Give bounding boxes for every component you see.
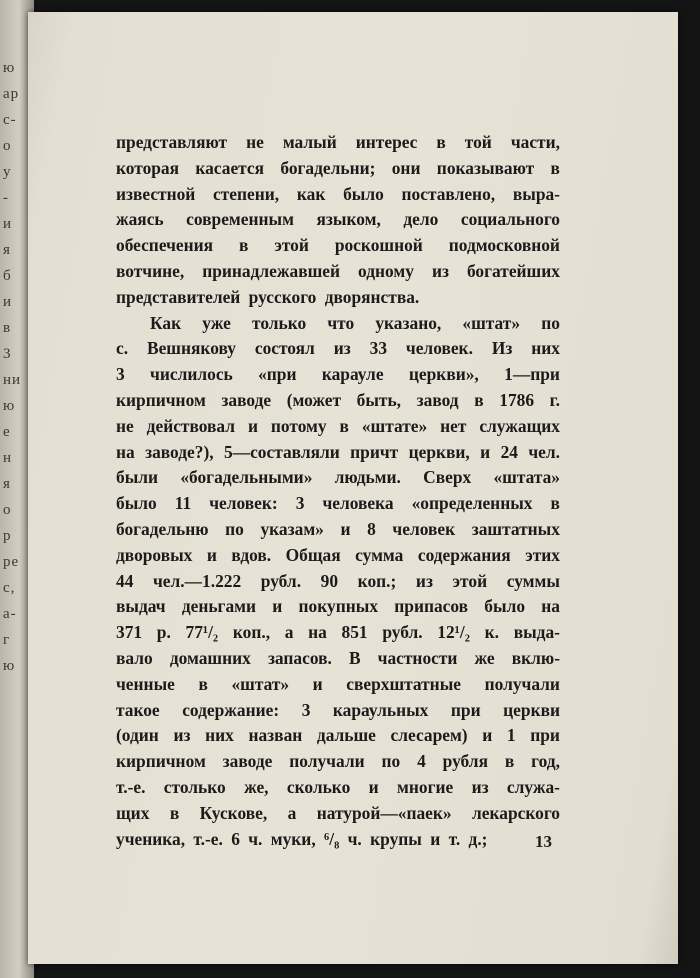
word: чел.	[528, 441, 560, 462]
word: они	[391, 157, 421, 178]
word: вотчине,	[116, 260, 185, 281]
word: них	[531, 338, 560, 359]
text-line	[116, 336, 560, 362]
word: завод	[416, 389, 459, 410]
word: принадлежавшей	[202, 260, 341, 281]
text-line	[116, 182, 560, 208]
word: жаясь	[116, 209, 164, 230]
word: «штат»	[462, 312, 521, 333]
word: Сверх	[423, 467, 472, 488]
word: по	[381, 751, 401, 772]
word: людьми.	[334, 467, 401, 488]
word: запасов.	[267, 647, 332, 668]
word: «определенных	[411, 493, 533, 514]
word: причт	[350, 441, 399, 462]
word: человека	[322, 493, 394, 514]
word: как	[296, 183, 326, 204]
word: потому	[270, 415, 327, 436]
word: вало	[116, 647, 153, 668]
text-line	[116, 672, 560, 698]
word: церкви	[503, 699, 560, 720]
word: из	[471, 776, 489, 797]
word: и	[312, 673, 323, 694]
word: коп.;	[357, 570, 397, 591]
word: и	[206, 544, 217, 565]
word: не	[246, 132, 264, 152]
word: человек	[392, 518, 456, 539]
text-line	[116, 362, 560, 388]
word: церкви,	[408, 441, 470, 462]
word: по	[541, 312, 560, 333]
word: в	[239, 235, 249, 256]
word: в	[339, 415, 349, 436]
word: роскошной	[334, 235, 423, 256]
word: назван	[248, 725, 303, 746]
word: 851	[341, 622, 368, 643]
word: из	[415, 570, 433, 591]
word: из	[333, 338, 351, 359]
word: кирпичном	[116, 389, 206, 410]
word: лекарского	[472, 802, 560, 823]
word: выдач	[116, 596, 166, 617]
word: вклю-	[511, 647, 560, 668]
word: 44	[116, 570, 134, 591]
word: 11	[174, 493, 192, 514]
word: заводе	[221, 389, 272, 410]
word: дело	[403, 209, 439, 230]
word: рубл.	[382, 622, 423, 643]
word: выра-	[512, 183, 560, 204]
word: карауле	[321, 364, 384, 385]
word: припасов	[394, 596, 469, 617]
facing-page-fragment: а-	[3, 606, 17, 622]
word: 1	[506, 725, 516, 746]
word: 3	[295, 493, 305, 514]
word: что	[327, 312, 355, 333]
word: не	[116, 415, 134, 436]
word: 3	[301, 699, 311, 720]
word: них	[205, 725, 234, 746]
facing-page-fragment: и	[3, 294, 13, 310]
facing-page-fragment: я	[3, 242, 11, 258]
word: касается	[195, 157, 265, 178]
word: служа-	[506, 776, 560, 797]
facing-page-fragment: ю	[3, 398, 16, 414]
word: частности	[377, 647, 458, 668]
word: числилось	[150, 364, 233, 385]
word: домашних	[169, 647, 251, 668]
word: быть,	[356, 389, 402, 410]
word: а	[284, 622, 294, 643]
word: заводе?),	[145, 441, 214, 462]
word: представляют	[116, 132, 228, 152]
word: в	[550, 493, 560, 514]
facing-page-fragment: г	[3, 632, 11, 648]
word: и	[340, 518, 351, 539]
word: ченные	[116, 673, 175, 694]
word: Кускове,	[199, 802, 268, 823]
word: Из	[491, 338, 513, 359]
text-line	[116, 388, 560, 414]
word: а	[287, 802, 297, 823]
word: покупных	[298, 596, 379, 617]
word: Вешнякову	[146, 338, 236, 359]
word: социального	[460, 209, 560, 230]
word: «штат»	[231, 673, 290, 694]
word: из	[431, 260, 449, 281]
word: было	[484, 596, 526, 617]
word: 4	[417, 751, 426, 772]
facing-page-fragment: 3	[3, 346, 12, 362]
word: нет	[440, 415, 467, 436]
word: караульных	[332, 699, 429, 720]
text-line	[116, 414, 560, 440]
word: интерес	[355, 132, 418, 152]
text-line	[116, 311, 560, 337]
word: церкви»,	[408, 364, 479, 385]
word: год,	[531, 751, 560, 772]
word: в	[436, 132, 446, 152]
word: г.	[549, 389, 560, 410]
text-line	[116, 491, 560, 517]
word: только	[252, 312, 307, 333]
page-number: 13	[535, 832, 552, 851]
facing-page-fragment: -	[3, 190, 9, 206]
word: натурой—«паек»	[316, 802, 452, 823]
word: в	[474, 389, 484, 410]
facing-page-fragment: е	[3, 424, 11, 440]
word: в	[169, 802, 180, 823]
word: слесарем)	[390, 725, 468, 746]
facing-page-fragment: с,	[3, 580, 16, 596]
facing-page-fragment: я	[3, 476, 11, 492]
word: В	[348, 647, 361, 668]
text-line	[116, 156, 560, 182]
word: с.	[116, 338, 129, 359]
word: на	[308, 622, 327, 643]
book-page	[28, 12, 678, 964]
word: же,	[244, 776, 269, 797]
word: и	[272, 596, 283, 617]
word: выда-	[513, 622, 560, 643]
word: сверхштатные	[346, 673, 461, 694]
word: кирпичном	[116, 751, 206, 772]
text-line	[116, 543, 560, 569]
facing-page-fragment: н	[3, 450, 13, 466]
facing-page-fragment: р	[3, 528, 12, 544]
word: получали	[289, 751, 365, 772]
word: Как	[150, 312, 182, 333]
word: одному	[358, 260, 414, 281]
word: коп.,	[232, 622, 271, 643]
word: при	[530, 725, 560, 746]
text-line: ученика, т.-е. 6 ч. муки, ⁶/₈ ч. крупы и т. д.;	[116, 828, 488, 849]
word: к.	[484, 622, 499, 643]
word: части,	[510, 132, 560, 152]
word: Общая	[285, 544, 341, 565]
word: поставлено,	[401, 183, 496, 204]
word: было	[343, 183, 384, 204]
word: содержания	[417, 544, 511, 565]
word: заштатных	[471, 518, 560, 539]
facing-page-fragment: у	[3, 164, 12, 180]
word: рубля	[442, 751, 488, 772]
text-line	[116, 646, 560, 672]
word: малый	[282, 132, 337, 152]
word: «богадельными»	[180, 467, 313, 488]
word: на	[541, 596, 560, 617]
word: на	[116, 441, 135, 462]
word: современным	[186, 209, 294, 230]
word: этой	[452, 570, 488, 591]
word: богатейших	[466, 260, 560, 281]
word: 8	[367, 518, 376, 539]
word: чел.—1.222	[153, 570, 242, 591]
word: при	[450, 699, 481, 720]
word: действовал	[146, 415, 236, 436]
word: деньгами	[181, 596, 257, 617]
facing-page-fragment: ю	[3, 658, 16, 674]
word: из	[173, 725, 191, 746]
word: в	[198, 673, 208, 694]
text-line	[116, 207, 560, 233]
word: богадельню	[116, 518, 209, 539]
word: в	[504, 751, 515, 772]
word: по	[225, 518, 244, 539]
word: щих	[116, 802, 150, 823]
text-line	[116, 775, 560, 801]
word: дворовых	[116, 544, 193, 565]
word: получали	[484, 673, 560, 694]
word: и	[482, 725, 493, 746]
word: дальше	[316, 725, 376, 746]
word: сколько	[286, 776, 351, 797]
word: сумма	[355, 544, 404, 565]
word: 5—составляли	[223, 441, 340, 462]
facing-page-fragment: с-	[3, 112, 17, 128]
word: обеспечения	[116, 235, 214, 256]
word: 371	[116, 622, 143, 643]
word: подмосковной	[448, 235, 560, 256]
word: такое	[116, 699, 160, 720]
word: заводе	[222, 751, 273, 772]
word: же	[474, 647, 495, 668]
word: столько	[163, 776, 226, 797]
text-line	[116, 130, 560, 156]
word: и	[480, 441, 491, 462]
facing-page-fragment: и	[3, 216, 13, 232]
text-line	[116, 594, 560, 620]
facing-page-fragment: о	[3, 138, 12, 154]
word: и	[247, 415, 258, 436]
word: этих	[525, 544, 560, 565]
facing-page-fragment: б	[3, 268, 12, 284]
facing-page-fragment: ю	[3, 60, 16, 76]
word: было	[116, 493, 157, 514]
text-line	[116, 723, 560, 749]
word: которая	[116, 157, 180, 178]
word: р.	[156, 622, 171, 643]
word: вдов.	[231, 544, 272, 565]
word: содержание:	[182, 699, 280, 720]
word: и	[368, 776, 379, 797]
word: известной	[116, 183, 196, 204]
word: 12¹/₂	[437, 622, 470, 643]
text-line	[116, 233, 560, 259]
facing-page-fragment: ни	[3, 372, 22, 388]
word: 1—при	[504, 364, 560, 385]
word: (может	[286, 389, 342, 410]
word: 24	[500, 441, 518, 462]
facing-page-fragment: ре	[3, 554, 20, 570]
word: рубл.	[260, 570, 302, 591]
word: 1786	[499, 389, 535, 410]
word: 33	[369, 338, 388, 359]
word: богадельни;	[280, 157, 376, 178]
text-line	[116, 698, 560, 724]
word: указам»	[260, 518, 324, 539]
word: т.-е.	[116, 776, 146, 797]
word: степени,	[213, 183, 280, 204]
text-line	[116, 801, 560, 827]
text-line	[116, 620, 560, 646]
word: человек.	[405, 338, 473, 359]
word: языком,	[316, 209, 381, 230]
word: указано,	[375, 312, 442, 333]
word: в	[550, 157, 560, 178]
word: многие	[397, 776, 454, 797]
word: «штата»	[493, 467, 560, 488]
word: служащих	[479, 415, 560, 436]
facing-page-fragment: ар	[3, 86, 20, 102]
page-body-text	[116, 130, 560, 852]
word: 90	[320, 570, 339, 591]
word: показывают	[436, 157, 535, 178]
text-line	[116, 749, 560, 775]
word: той	[464, 132, 492, 152]
text-line: представителей русского дворянства.	[116, 286, 420, 307]
word: состоял	[254, 338, 315, 359]
text-line	[116, 465, 560, 491]
word: этой	[274, 235, 309, 256]
word: 3	[116, 364, 125, 385]
text-line	[116, 259, 560, 285]
word: 77¹/₂	[185, 622, 219, 643]
facing-page-fragment: в	[3, 320, 12, 336]
word: (один	[116, 725, 159, 746]
word: были	[116, 467, 159, 488]
text-line	[116, 569, 560, 595]
word: «штате»	[361, 415, 428, 436]
facing-page-fragment: о	[3, 502, 12, 518]
word: суммы	[506, 570, 560, 591]
word: «при	[258, 364, 297, 385]
word: уже	[202, 312, 231, 333]
word: человек:	[209, 493, 278, 514]
text-line	[116, 440, 560, 466]
text-line	[116, 517, 560, 543]
